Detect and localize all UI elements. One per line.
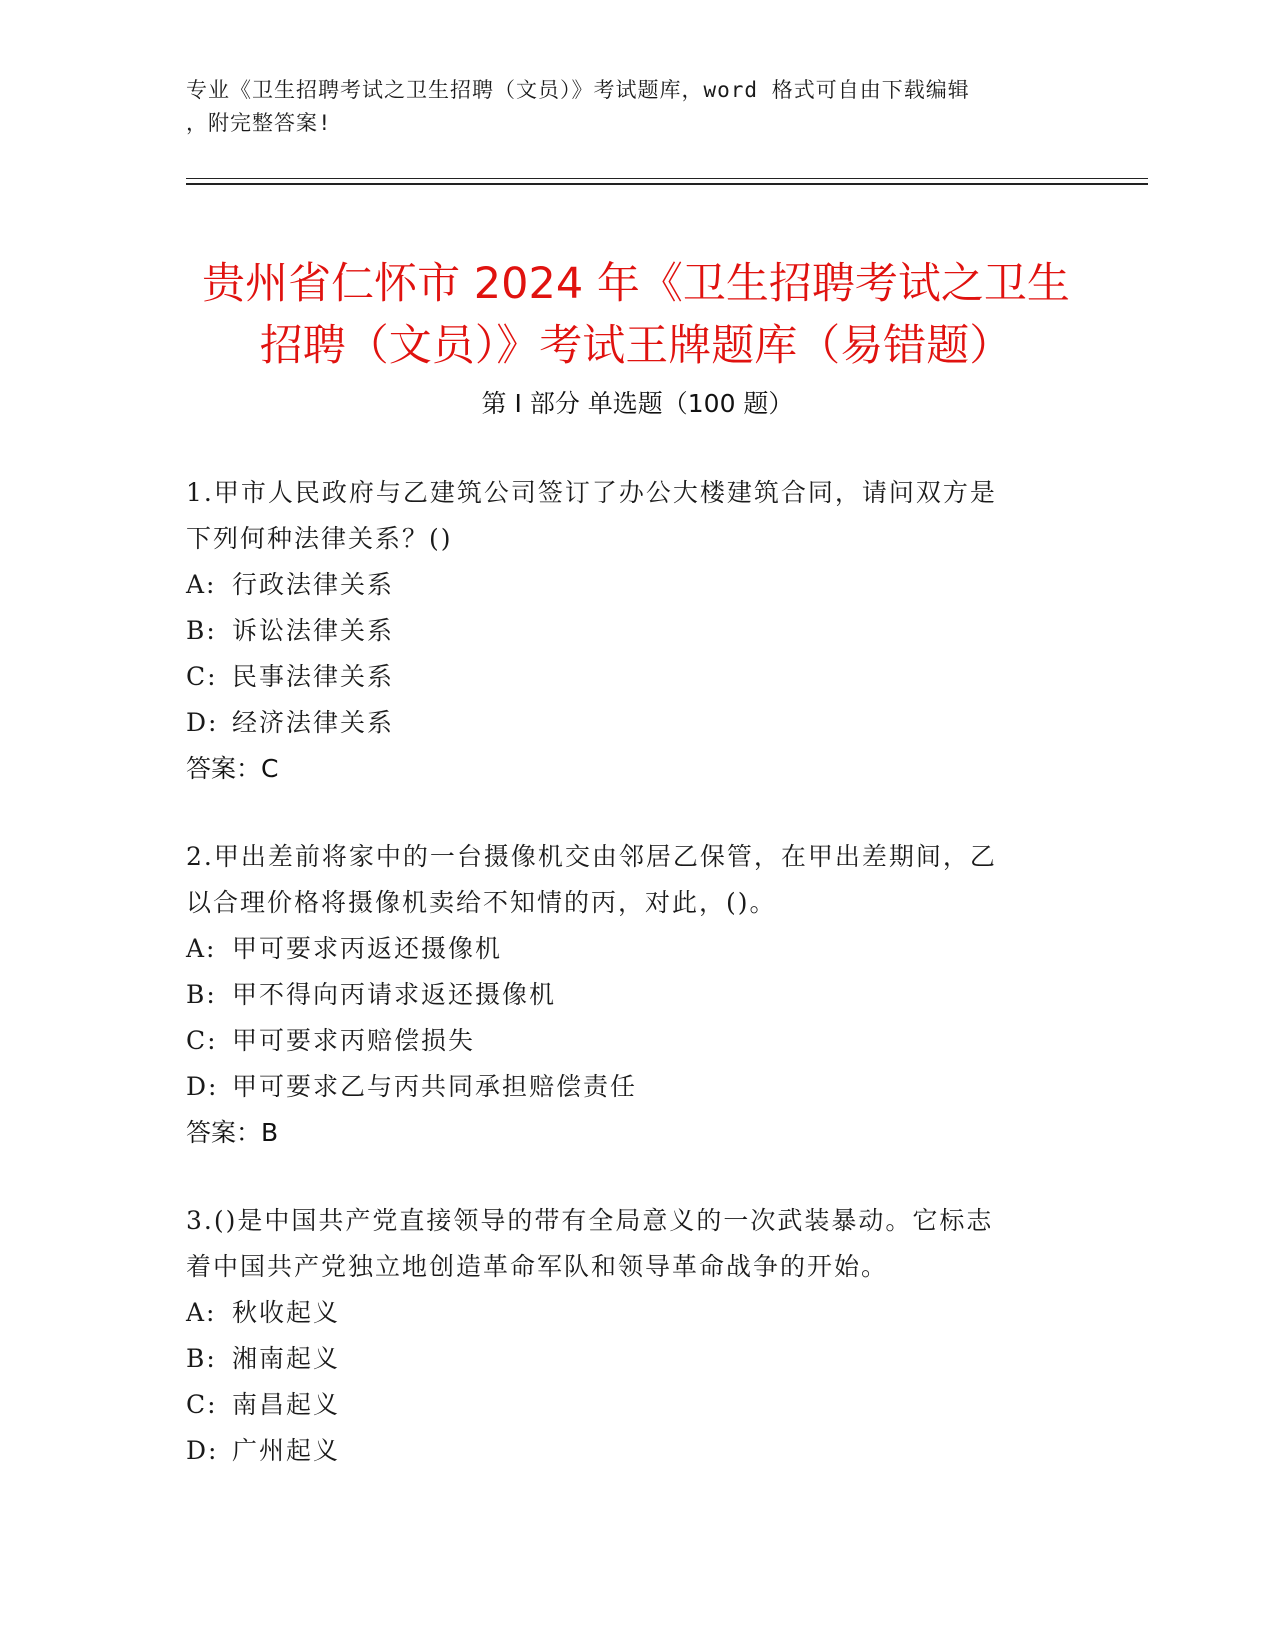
question-stem	[186, 470, 1066, 562]
document-title-line2: 招聘（文员）》考试王牌题库（易错题）	[259, 320, 1013, 371]
option-a	[186, 926, 1066, 972]
option-letter: B:	[186, 1344, 217, 1373]
option-b	[186, 608, 1066, 654]
question-stem-line: 以合理价格将摄像机卖给不知情的丙，对此，()。	[186, 888, 777, 917]
option-letter: D:	[186, 1436, 219, 1465]
option-text: 甲不得向丙请求返还摄像机	[232, 980, 557, 1009]
option-text: 秋收起义	[232, 1298, 341, 1327]
option-text: 诉讼法律关系	[232, 616, 395, 645]
answer: 答案：B	[186, 1118, 279, 1147]
question-1	[186, 470, 1066, 792]
option-letter: C:	[186, 662, 218, 691]
option-b	[186, 972, 1066, 1018]
option-letter: A:	[186, 570, 217, 599]
question-spacer	[186, 792, 1066, 834]
option-letter: D:	[186, 708, 219, 737]
header-divider-thick	[186, 183, 1148, 185]
option-a	[186, 1290, 1066, 1336]
answer: 答案：C	[186, 754, 279, 783]
option-letter: C:	[186, 1390, 218, 1419]
option-d	[186, 1064, 1066, 1110]
option-text: 行政法律关系	[232, 570, 395, 599]
question-stem-line: 2.甲出差前将家中的一台摄像机交由邻居乙保管，在甲出差期间，乙	[186, 842, 997, 871]
option-a	[186, 562, 1066, 608]
option-text: 甲可要求乙与丙共同承担赔偿责任	[232, 1072, 638, 1101]
option-text: 民事法律关系	[232, 662, 395, 691]
option-text: 广州起义	[232, 1436, 341, 1465]
question-list	[186, 470, 1066, 1474]
question-stem	[186, 834, 1066, 926]
option-d	[186, 700, 1066, 746]
section-heading: 第 I 部分 单选题（100 题）	[481, 389, 794, 418]
option-c	[186, 1382, 1066, 1428]
option-text: 南昌起义	[232, 1390, 341, 1419]
option-c	[186, 1018, 1066, 1064]
option-letter: C:	[186, 1026, 218, 1055]
question-stem-line: 下列何种法律关系？()	[186, 524, 453, 553]
document-title	[186, 253, 1086, 377]
option-letter: A:	[186, 1298, 217, 1327]
option-letter: B:	[186, 616, 217, 645]
option-b	[186, 1336, 1066, 1382]
option-c	[186, 654, 1066, 700]
question-spacer	[186, 1156, 1066, 1198]
option-letter: D:	[186, 1072, 219, 1101]
question-stem	[186, 1198, 1066, 1290]
header-note-line1: 专业《卫生招聘考试之卫生招聘（文员）》考试题库，word 格式可自由下载编辑	[186, 78, 970, 102]
question-stem-line: 1.甲市人民政府与乙建筑公司签订了办公大楼建筑合同，请问双方是	[186, 478, 997, 507]
question-2	[186, 834, 1066, 1156]
option-letter: A:	[186, 934, 217, 963]
option-d	[186, 1428, 1066, 1474]
option-text: 湘南起义	[232, 1344, 341, 1373]
option-text: 甲可要求丙返还摄像机	[232, 934, 503, 963]
option-letter: B:	[186, 980, 217, 1009]
question-stem-line: 着中国共产党独立地创造革命军队和领导革命战争的开始。	[186, 1252, 889, 1281]
header-note-line2: ，附完整答案!	[186, 111, 332, 135]
option-text: 甲可要求丙赔偿损失	[232, 1026, 476, 1055]
question-3	[186, 1198, 1066, 1474]
option-text: 经济法律关系	[232, 708, 395, 737]
header-divider-thin	[186, 178, 1148, 179]
question-stem-line: 3.()是中国共产党直接领导的带有全局意义的一次武装暴动。它标志	[186, 1206, 994, 1235]
header-note	[186, 74, 1086, 140]
document-title-line1: 贵州省仁怀市 2024 年《卫生招聘考试之卫生	[202, 258, 1070, 309]
